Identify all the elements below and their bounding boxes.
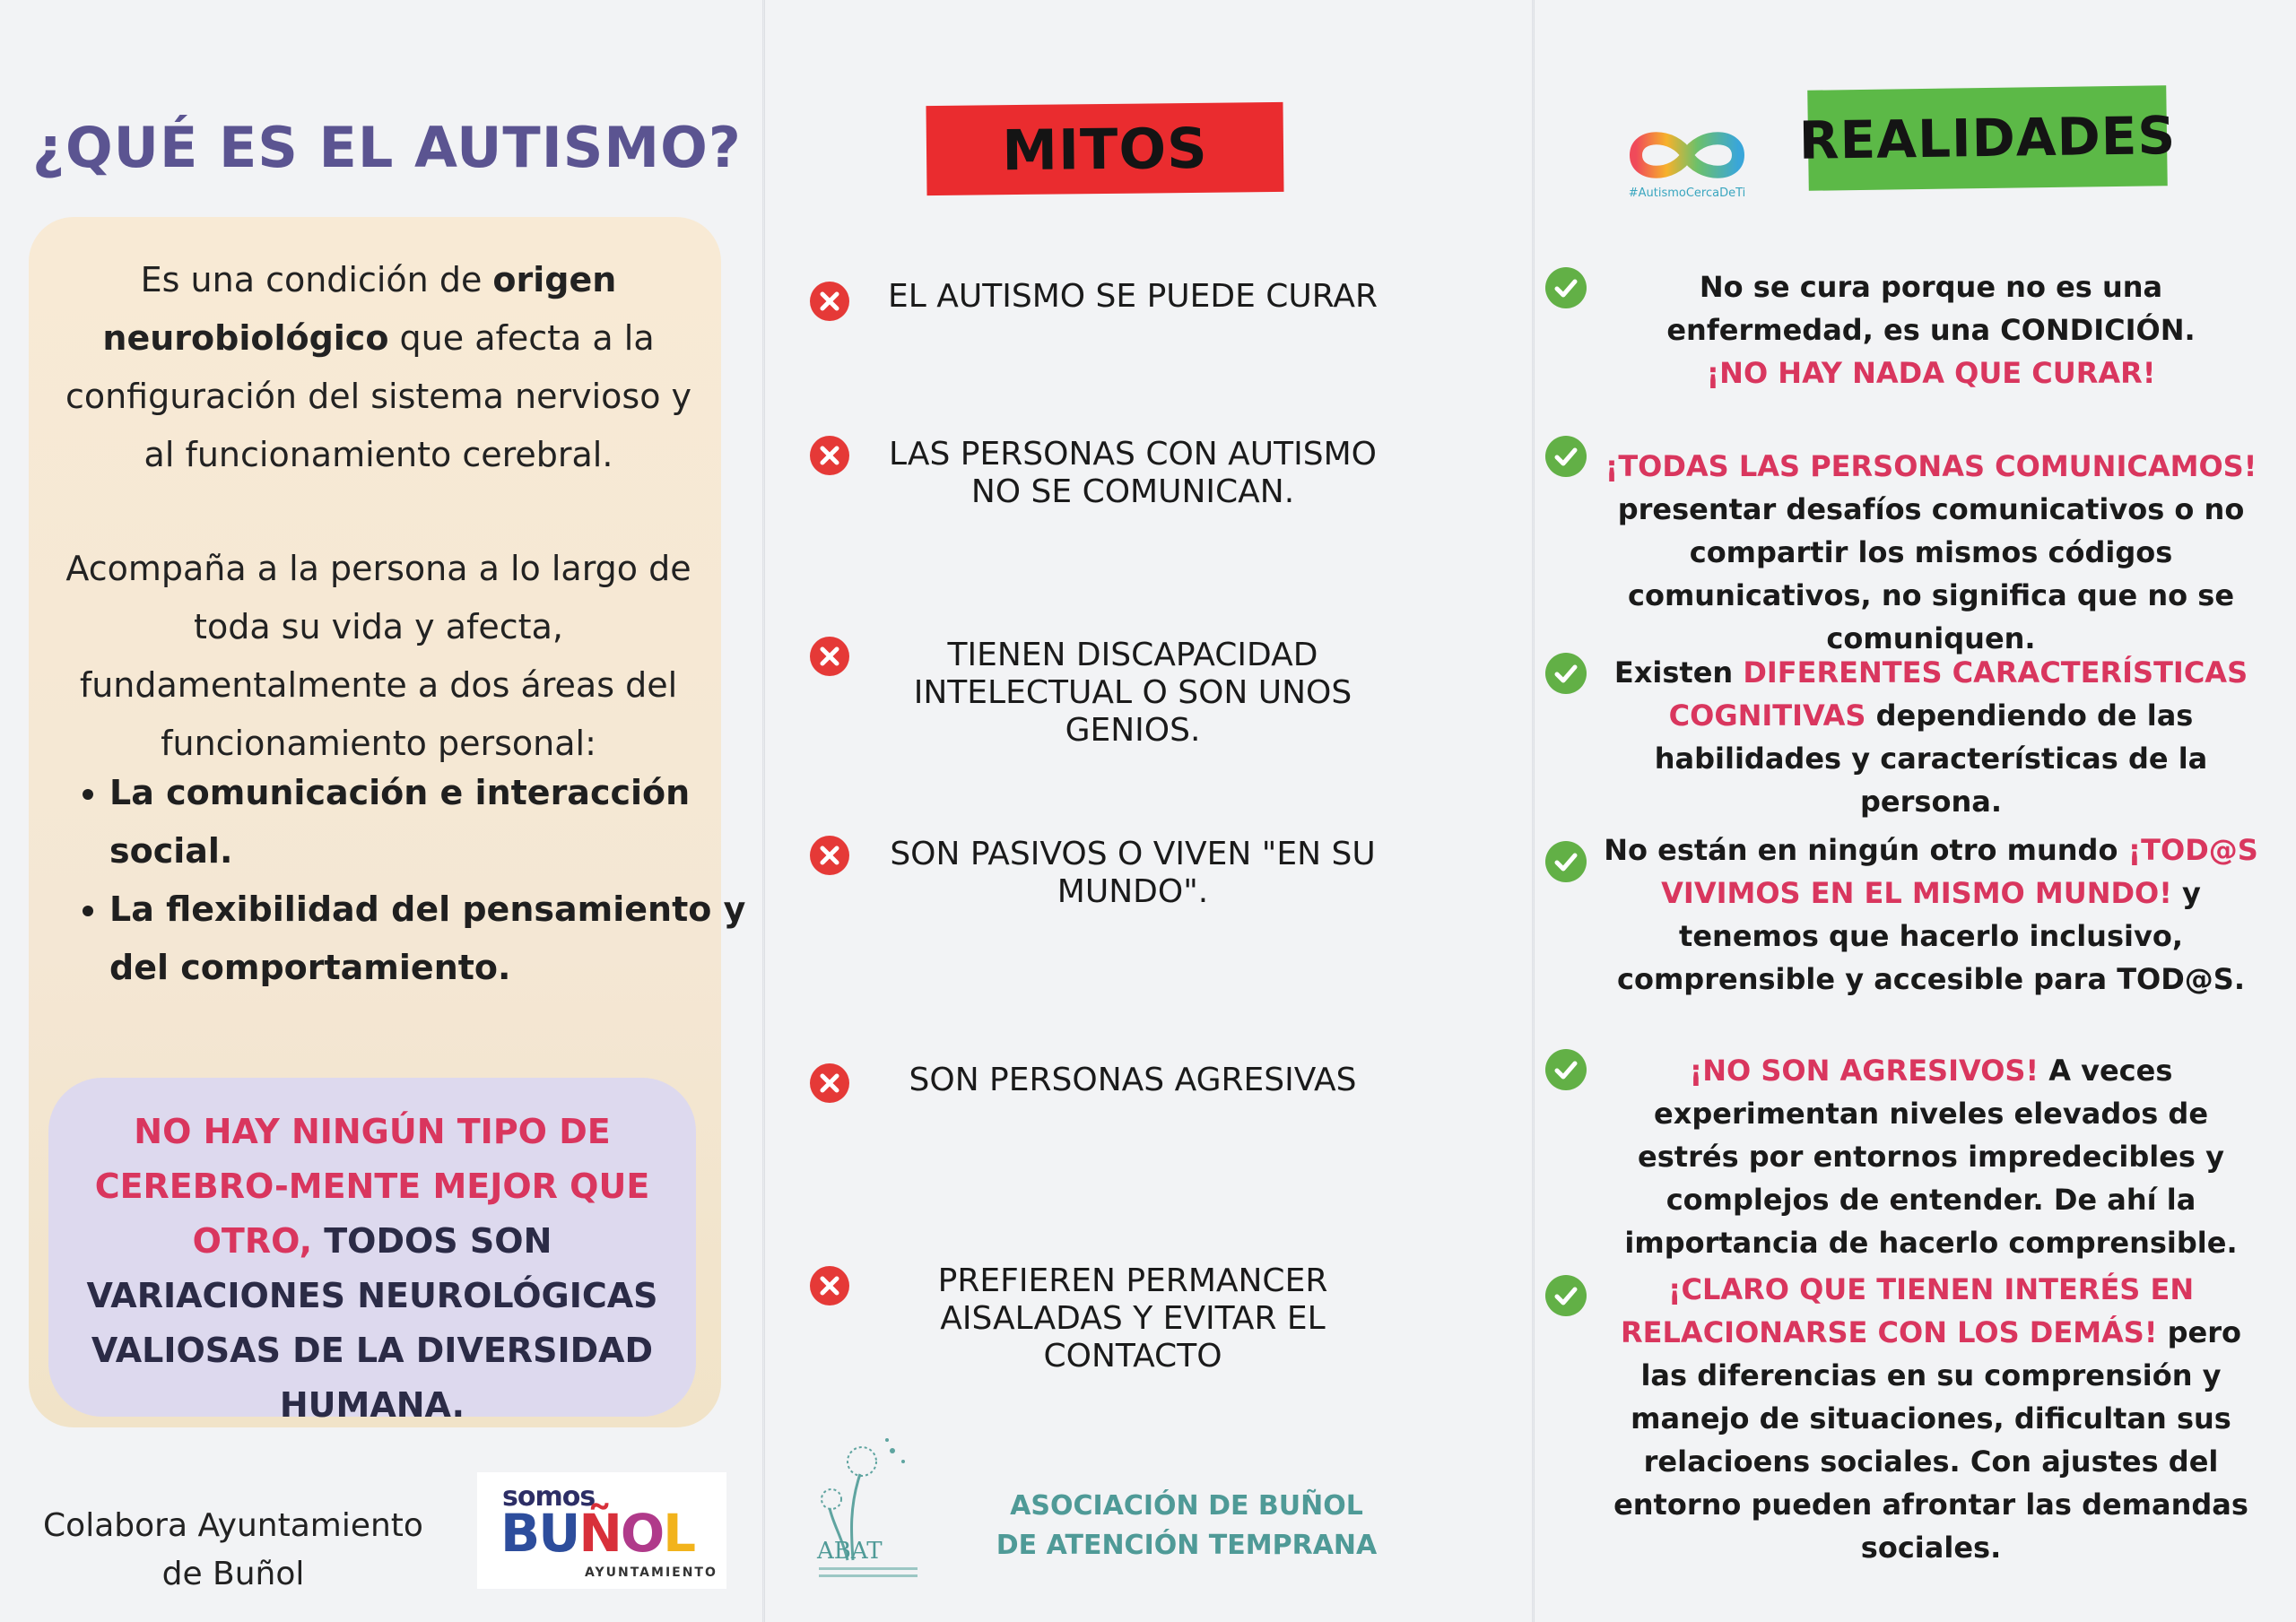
logo-ayuntamiento-text: AYUNTAMIENTO [585,1566,718,1580]
definition-bold: origen neurobiológico [102,260,617,358]
dandelion-icon [810,1426,944,1587]
definition-box [29,217,746,1427]
check-circle-icon [1545,267,1587,308]
realities-heading: REALIDADES [1807,85,2168,191]
myth-text: SON PERSONAS AGRESIVAS [909,1062,1357,1098]
panel-what-is-autism [0,0,762,1622]
reality-text [1599,828,2263,1001]
check-circle-icon [1545,841,1587,882]
definition-part-1: Es una condición de [140,260,493,299]
reality-part: dependiendo de las habilidades y características de la persona. [1654,698,2208,819]
callout-pink: NO HAY NINGÚN TIPO DE CEREBRO-MENTE MEJOR QUE OTRO, [94,1112,650,1261]
myth-text: SON PASIVOS O VIVEN "EN SU MUNDO". [890,836,1376,910]
definition-text [65,251,692,484]
reality-text [1599,1049,2263,1264]
reality-part-pink: ¡TODAS LAS PERSONAS COMUNICAMOS! [1605,449,2257,483]
myth-text: LAS PERSONAS CON AUTISMO NO SE COMUNICAN. [889,436,1377,510]
reality-part-pink: ¡NO HAY NADA QUE CURAR! [1706,356,2156,390]
callout-dark: TODOS SON VARIACIONES NEUROLÓGICAS VALIOSAS DE LA DIVERSIDAD HUMANA. [86,1221,658,1425]
reality-text [1599,1268,2263,1569]
logo-bunol-text: BUÑOL [500,1503,695,1564]
reality-part-pink: DIFERENTES CARACTERÍSTICAS COGNITIVAS [1668,655,2248,733]
reality-part: y tenemos que hacerlo inclusivo, comprensible y accesible para TOD@S. [1617,876,2245,996]
areas-list [65,764,746,997]
reality-part-pink: ¡TOD@S VIVIMOS EN EL MISMO MUNDO! [1661,833,2258,910]
x-circle-icon [810,836,849,875]
list-item: • La comunicación e interacción social. [109,764,746,880]
reality-part: Existen [1613,655,1744,690]
reality-text [1599,651,2263,823]
reality-part: A veces experimentan niveles elevados de estrés por entornos impredecibles y complejos de entender. De ahí la importancia de hacerlo comprensible. [1624,1054,2238,1260]
check-circle-icon [1545,1049,1587,1090]
callout-box [48,1078,696,1425]
abat-logo [810,1426,944,1587]
collaboration-text: Colabora Ayuntamiento de Buñol [43,1507,423,1592]
abat-label: ABAT [817,1538,883,1565]
x-circle-icon [810,436,849,475]
x-circle-icon [810,282,849,321]
hashtag-text: #AutismoCercaDeTi [1628,186,1746,200]
panel-myths [765,0,1532,1622]
list-item: • La flexibilidad del pensamiento y del comportamiento. [109,880,746,997]
reality-text [1599,445,2263,660]
areas-intro-text: Acompaña a la persona a lo largo de toda su vida y afecta, fundamentalmente a dos áreas del funcionamiento personal: [65,549,691,763]
reality-part: presentar desafíos comunicativos o no compartir los mismos códigos comunicativos, no significa que no se comuniquen. [1617,492,2245,655]
reality-part: No están en ningún otro mundo [1604,833,2128,867]
reality-text [1599,265,2263,395]
myth-text: PREFIEREN PERMANCER AISALADAS Y EVITAR EL CONTACTO [937,1262,1328,1375]
x-circle-icon [810,1063,849,1103]
logo-somos-text: somos [502,1481,596,1513]
myth-text: EL AUTISMO SE PUEDE CURAR [888,278,1378,315]
callout-text [75,1105,669,1433]
myths-heading: MITOS [926,102,1283,195]
bunol-logo [477,1472,726,1589]
check-circle-icon [1545,653,1587,694]
reality-part-pink: ¡NO SON AGRESIVOS! [1689,1054,2039,1088]
definition-part-2: que afecta a la configuración del sistema nervioso y al funcionamiento cerebral. [65,318,692,474]
panel-realities [1535,0,2296,1622]
reality-part-pink: ¡CLARO QUE TIENEN INTERÉS EN RELACIONARSE CON LOS DEMÁS! [1621,1272,2195,1349]
check-circle-icon [1545,1275,1587,1316]
check-circle-icon [1545,436,1587,477]
myth-text: TIENEN DISCAPACIDAD INTELECTUAL O SON UNOS GENIOS. [913,637,1352,749]
reality-part: pero las diferencias en su comprensión y manejo de situaciones, dificultan sus relacioens sociales. Con ajustes del entorno pueden afrontar las demandas sociales. [1613,1315,2248,1565]
page-title: ¿QUÉ ES EL AUTISMO? [32,115,742,180]
x-circle-icon [810,637,849,676]
x-circle-icon [810,1266,849,1305]
reality-part: No se cura porque no es una enfermedad, es una CONDICIÓN. [1666,270,2196,347]
abat-name: ASOCIACIÓN DE BUÑOL DE ATENCIÓN TEMPRANA [996,1490,1378,1561]
